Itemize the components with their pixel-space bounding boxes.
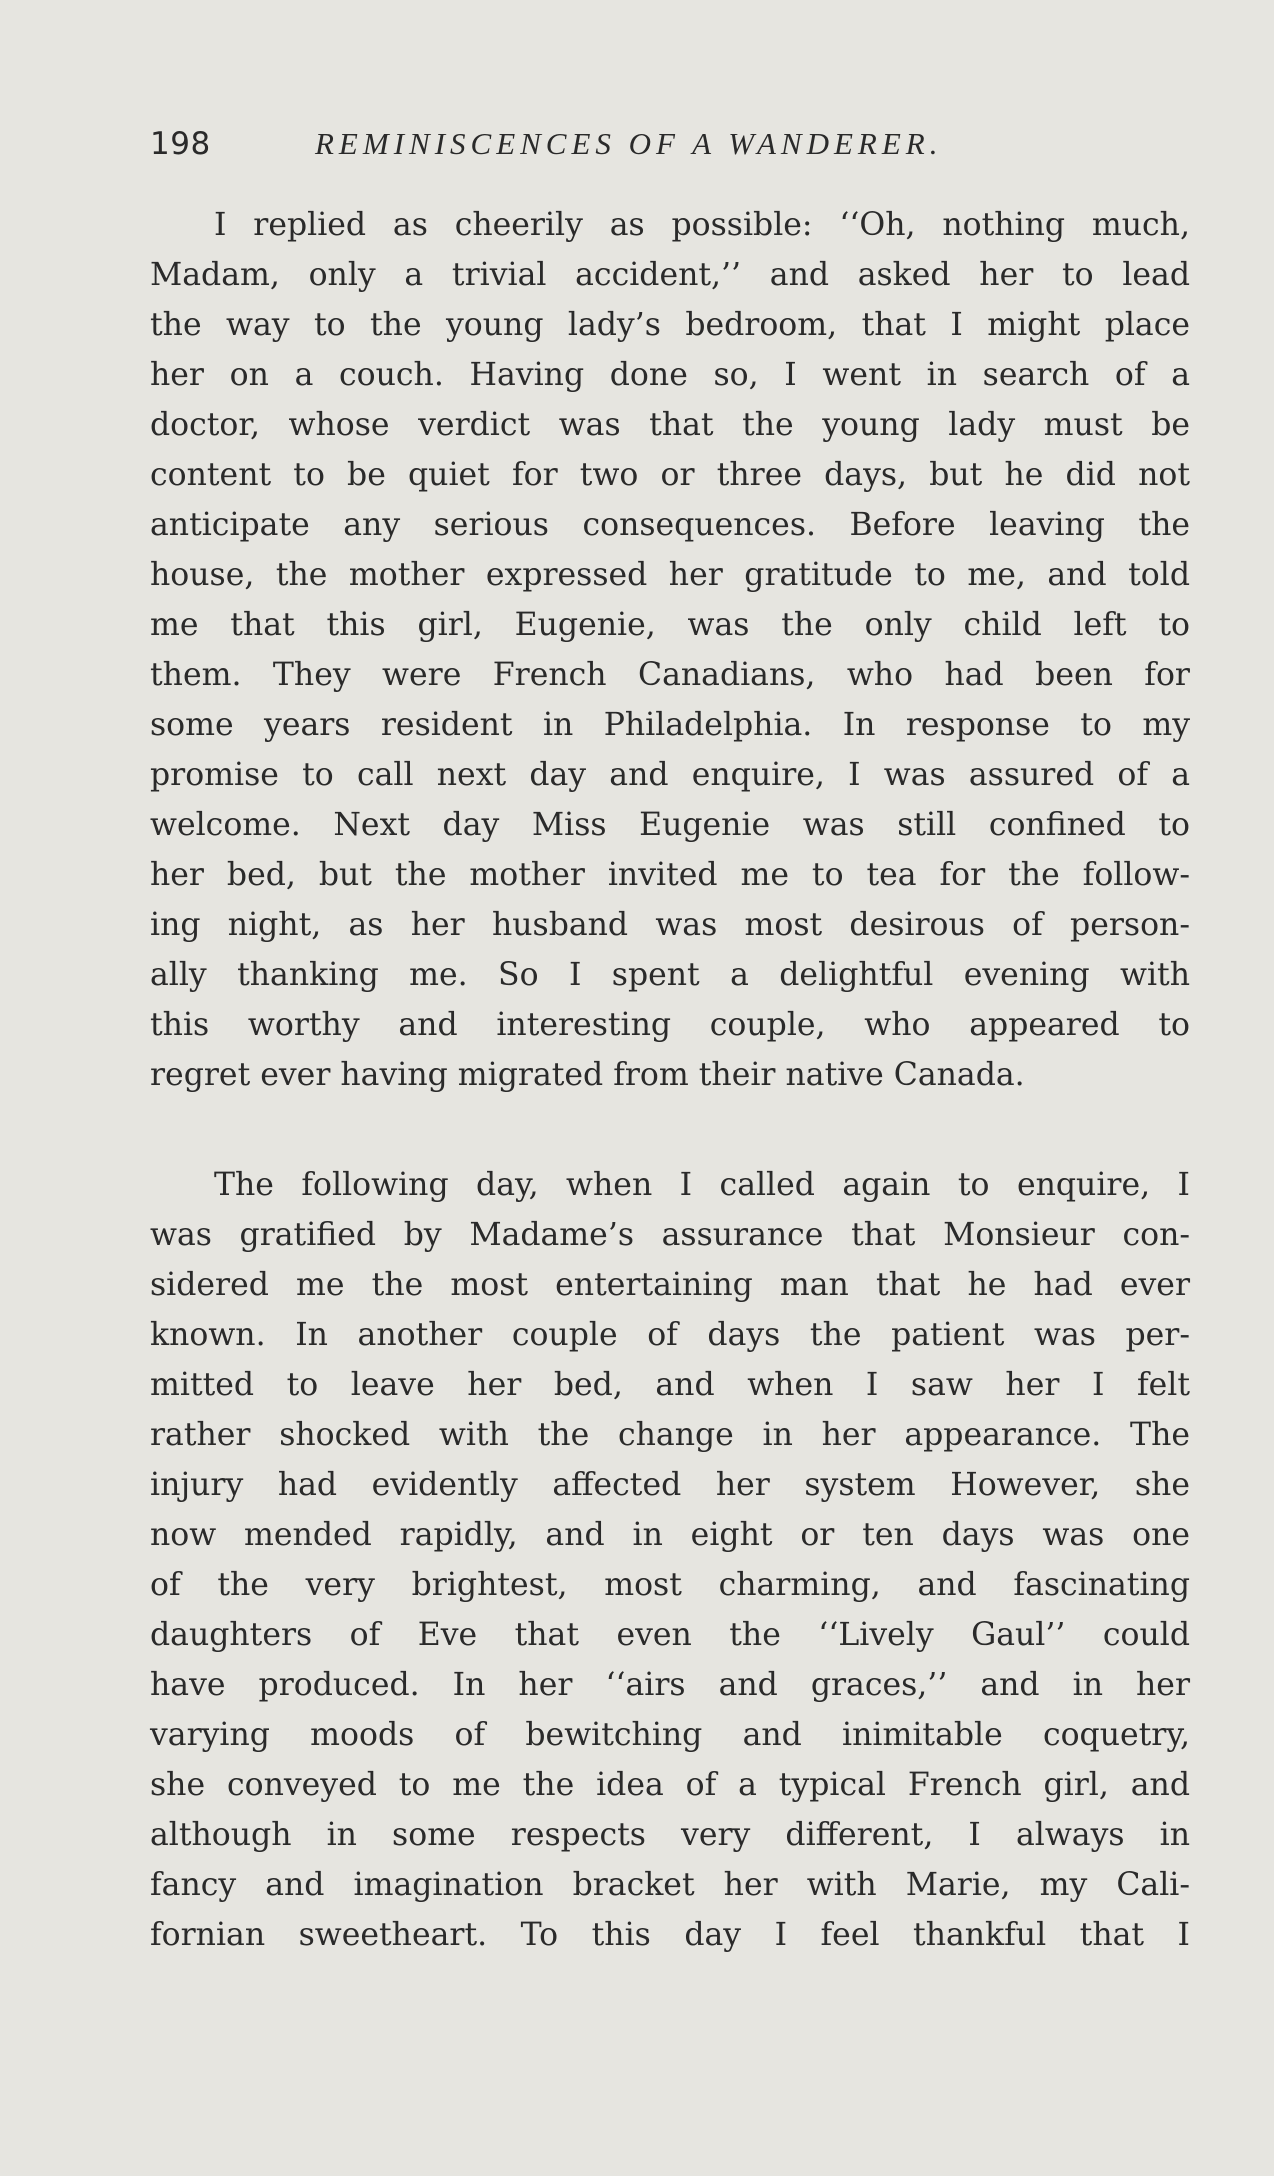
text-line: promise to call next day and enquire, I was assured of a [150, 757, 1190, 793]
text-line: ally thanking me. So I spent a delightful evening with [150, 957, 1190, 993]
text-line: Madam, only a trivial accident,’’ and asked her to lead [150, 257, 1190, 293]
text-line: them. They were French Canadians, who had been for [150, 657, 1190, 693]
text-line: me that this girl, Eugenie, was the only child left to [150, 607, 1190, 643]
text-line: I replied as cheerily as possible: ‘‘Oh, nothing much, [214, 207, 1190, 243]
paragraph [150, 200, 1190, 1100]
text-line: regret ever having migrated from their native Canada. [150, 1057, 1025, 1093]
text-line: this worthy and interesting couple, who appeared to [150, 1007, 1190, 1043]
text-line: doctor, whose verdict was that the young lady must be [150, 407, 1190, 443]
text-line: injury had evidently affected her system However, she [150, 1467, 1190, 1503]
text-line: The following day, when I called again to enquire, I [214, 1167, 1190, 1203]
paragraph [150, 1160, 1190, 1960]
text-line: known. In another couple of days the patient was per- [150, 1317, 1190, 1353]
text-line: ing night, as her husband was most desirous of person- [150, 907, 1190, 943]
running-title: REMINISCENCES OF A WANDERER. [315, 126, 943, 161]
text-line: have produced. In her ‘‘airs and graces,’’ and in her [150, 1667, 1190, 1703]
text-line: some years resident in Philadelphia. In response to my [150, 707, 1190, 743]
text-line: her on a couch. Having done so, I went in search of a [150, 357, 1190, 393]
text-line: fancy and imagination bracket her with Marie, my Cali- [150, 1867, 1190, 1903]
text-line: of the very brightest, most charming, and fascinating [150, 1567, 1190, 1603]
text-line: welcome. Next day Miss Eugenie was still confined to [150, 807, 1190, 843]
text-line: now mended rapidly, and in eight or ten days was one [150, 1517, 1190, 1553]
text-line: house, the mother expressed her gratitude to me, and told [150, 557, 1190, 593]
text-line: although in some respects very different, I always in [150, 1817, 1190, 1853]
text-line: sidered me the most entertaining man that he had ever [150, 1267, 1190, 1303]
text-line: daughters of Eve that even the ‘‘Lively Gaul’’ could [150, 1617, 1190, 1653]
text-line: anticipate any serious consequences. Before leaving the [150, 507, 1190, 543]
text-line: was gratified by Madame’s assurance that Monsieur con- [150, 1217, 1190, 1253]
text-line: the way to the young lady’s bedroom, that I might place [150, 307, 1190, 343]
text-line: rather shocked with the change in her appearance. The [150, 1417, 1190, 1453]
text-line: fornian sweetheart. To this day I feel thankful that I [150, 1917, 1190, 1953]
text-line: her bed, but the mother invited me to tea for the follow- [150, 857, 1190, 893]
page-number: 198 [150, 126, 211, 162]
text-line: varying moods of bewitching and inimitable coquetry, [150, 1717, 1190, 1753]
page-header [150, 126, 1090, 176]
text-line: content to be quiet for two or three days, but he did not [150, 457, 1190, 493]
text-line: she conveyed to me the idea of a typical French girl, and [150, 1767, 1190, 1803]
text-line: mitted to leave her bed, and when I saw her I felt [150, 1367, 1190, 1403]
